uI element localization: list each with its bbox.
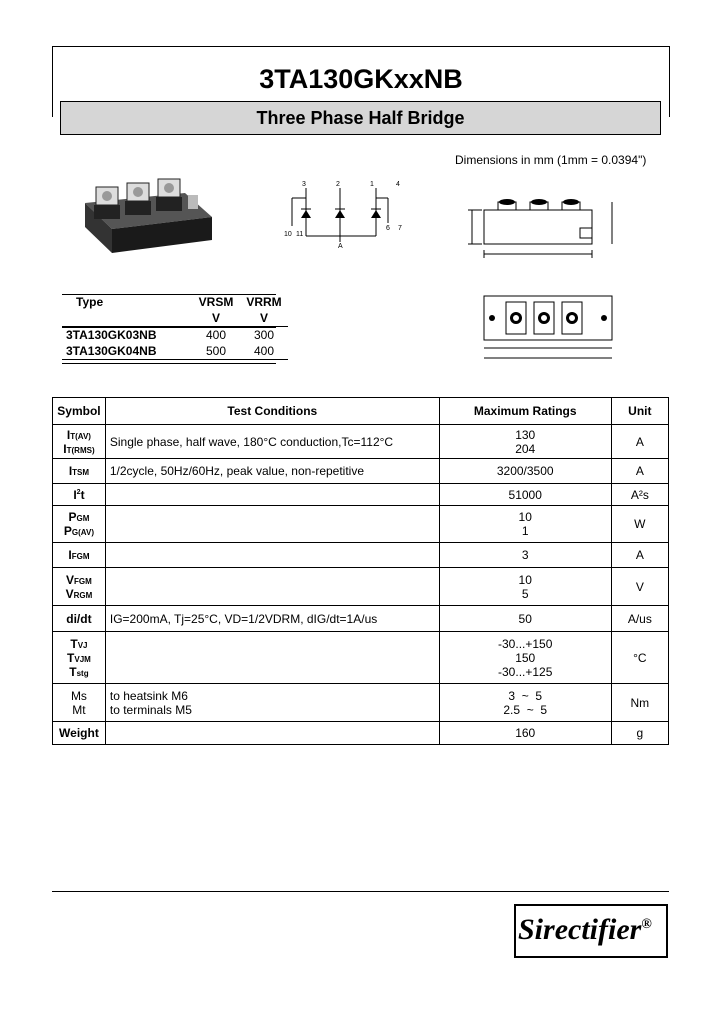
condition-cell <box>105 506 439 543</box>
dimensions-note: Dimensions in mm (1mm = 0.0394") <box>455 153 647 167</box>
svg-text:A: A <box>338 243 343 248</box>
type-table-bottom-rule <box>62 363 276 364</box>
rating-cell: 130 204 <box>439 425 611 459</box>
unit-cell: W <box>611 506 668 543</box>
condition-cell <box>105 543 439 568</box>
symbol-cell: ITSM <box>53 459 106 484</box>
svg-text:3: 3 <box>302 181 306 188</box>
table-row <box>53 425 669 459</box>
table-row <box>53 606 669 632</box>
top-view-drawing <box>470 288 630 368</box>
svg-text:11: 11 <box>296 231 304 238</box>
unit-header: Unit <box>611 398 668 425</box>
type-table-mid-rule <box>62 327 276 328</box>
type-row: 3TA130GK04NB 500 400 <box>62 343 288 360</box>
page-subtitle: Three Phase Half Bridge <box>60 101 661 135</box>
rating-cell: 10 1 <box>439 506 611 543</box>
table-row <box>53 484 669 506</box>
rating-cell: 3200/3500 <box>439 459 611 484</box>
rating-cell: 51000 <box>439 484 611 506</box>
condition-cell <box>105 632 439 684</box>
table-row <box>53 459 669 484</box>
symbol-cell: di/dt <box>53 606 106 632</box>
condition-cell: Single phase, half wave, 180°C conduction,Tc=112°C <box>105 425 439 459</box>
symbol-cell: VFGM VRGM <box>53 568 106 606</box>
type-row: 3TA130GK03NB 400 300 <box>66 328 275 342</box>
unit-cell: g <box>611 722 668 745</box>
table-row <box>53 722 669 745</box>
svg-text:6: 6 <box>386 225 390 232</box>
unit-cell: Nm <box>611 684 668 722</box>
table-row <box>53 632 669 684</box>
rating-cell: 160 <box>439 722 611 745</box>
svg-text:10: 10 <box>284 231 292 238</box>
side-view-drawing <box>462 190 622 265</box>
vrsm-col-header: VRSM <box>198 295 234 309</box>
symbol-cell: Weight <box>53 722 106 745</box>
symbol-cell: PGM PG(AV) <box>53 506 106 543</box>
symbol-cell: Ms Mt <box>53 684 106 722</box>
unit-cell: A²s <box>611 484 668 506</box>
vrsm-unit: V <box>211 311 220 325</box>
symbol-cell: TVJ TVJM Tstg <box>53 632 106 684</box>
condition-cell: to heatsink M6 to terminals M5 <box>105 684 439 722</box>
unit-cell: A <box>611 543 668 568</box>
conditions-header: Test Conditions <box>105 398 439 425</box>
symbol-header: Symbol <box>53 398 106 425</box>
type-table-top-rule <box>62 294 276 295</box>
ratings-table <box>52 397 669 745</box>
unit-cell: A <box>611 459 668 484</box>
module-photo <box>80 165 220 260</box>
ratings-header-row <box>53 398 669 425</box>
symbol-cell: IT(AV) IT(RMS) <box>53 425 106 459</box>
vrrm-col-header: VRRM <box>246 295 282 309</box>
table-row <box>53 568 669 606</box>
svg-text:2: 2 <box>336 181 340 188</box>
circuit-schematic <box>278 178 413 248</box>
table-row <box>53 543 669 568</box>
page-title: 3TA130GKxxNB <box>259 64 463 94</box>
condition-cell: 1/2cycle, 50Hz/60Hz, peak value, non-repetitive <box>105 459 439 484</box>
unit-cell: V <box>611 568 668 606</box>
rating-cell: -30...+150 150 -30...+125 <box>439 632 611 684</box>
table-row <box>53 506 669 543</box>
symbol-cell: $I^2t$ <box>53 484 106 506</box>
table-row <box>53 684 669 722</box>
condition-cell <box>105 722 439 745</box>
type-col-header: Type <box>76 295 104 309</box>
unit-cell: A <box>611 425 668 459</box>
rating-cell: 10 5 <box>439 568 611 606</box>
rating-cell: 3 ~ 5 2.5 ~ 5 <box>439 684 611 722</box>
svg-text:4: 4 <box>396 181 400 188</box>
svg-text:7: 7 <box>398 225 402 232</box>
vrrm-unit: V <box>259 311 268 325</box>
rating-cell: 3 <box>439 543 611 568</box>
max-ratings-header: Maximum Ratings <box>439 398 611 425</box>
svg-text:1: 1 <box>370 181 374 188</box>
condition-cell <box>105 568 439 606</box>
unit-cell: A/us <box>611 606 668 632</box>
condition-cell: IG=200mA, Tj=25°C, VD=1/2VDRM, dIG/dt=1A/us <box>105 606 439 632</box>
brand-logo: Sirectifier® <box>518 913 652 946</box>
condition-cell <box>105 484 439 506</box>
footer-rule <box>52 891 669 892</box>
unit-cell: °C <box>611 632 668 684</box>
rating-cell: 50 <box>439 606 611 632</box>
symbol-cell: IFGM <box>53 543 106 568</box>
